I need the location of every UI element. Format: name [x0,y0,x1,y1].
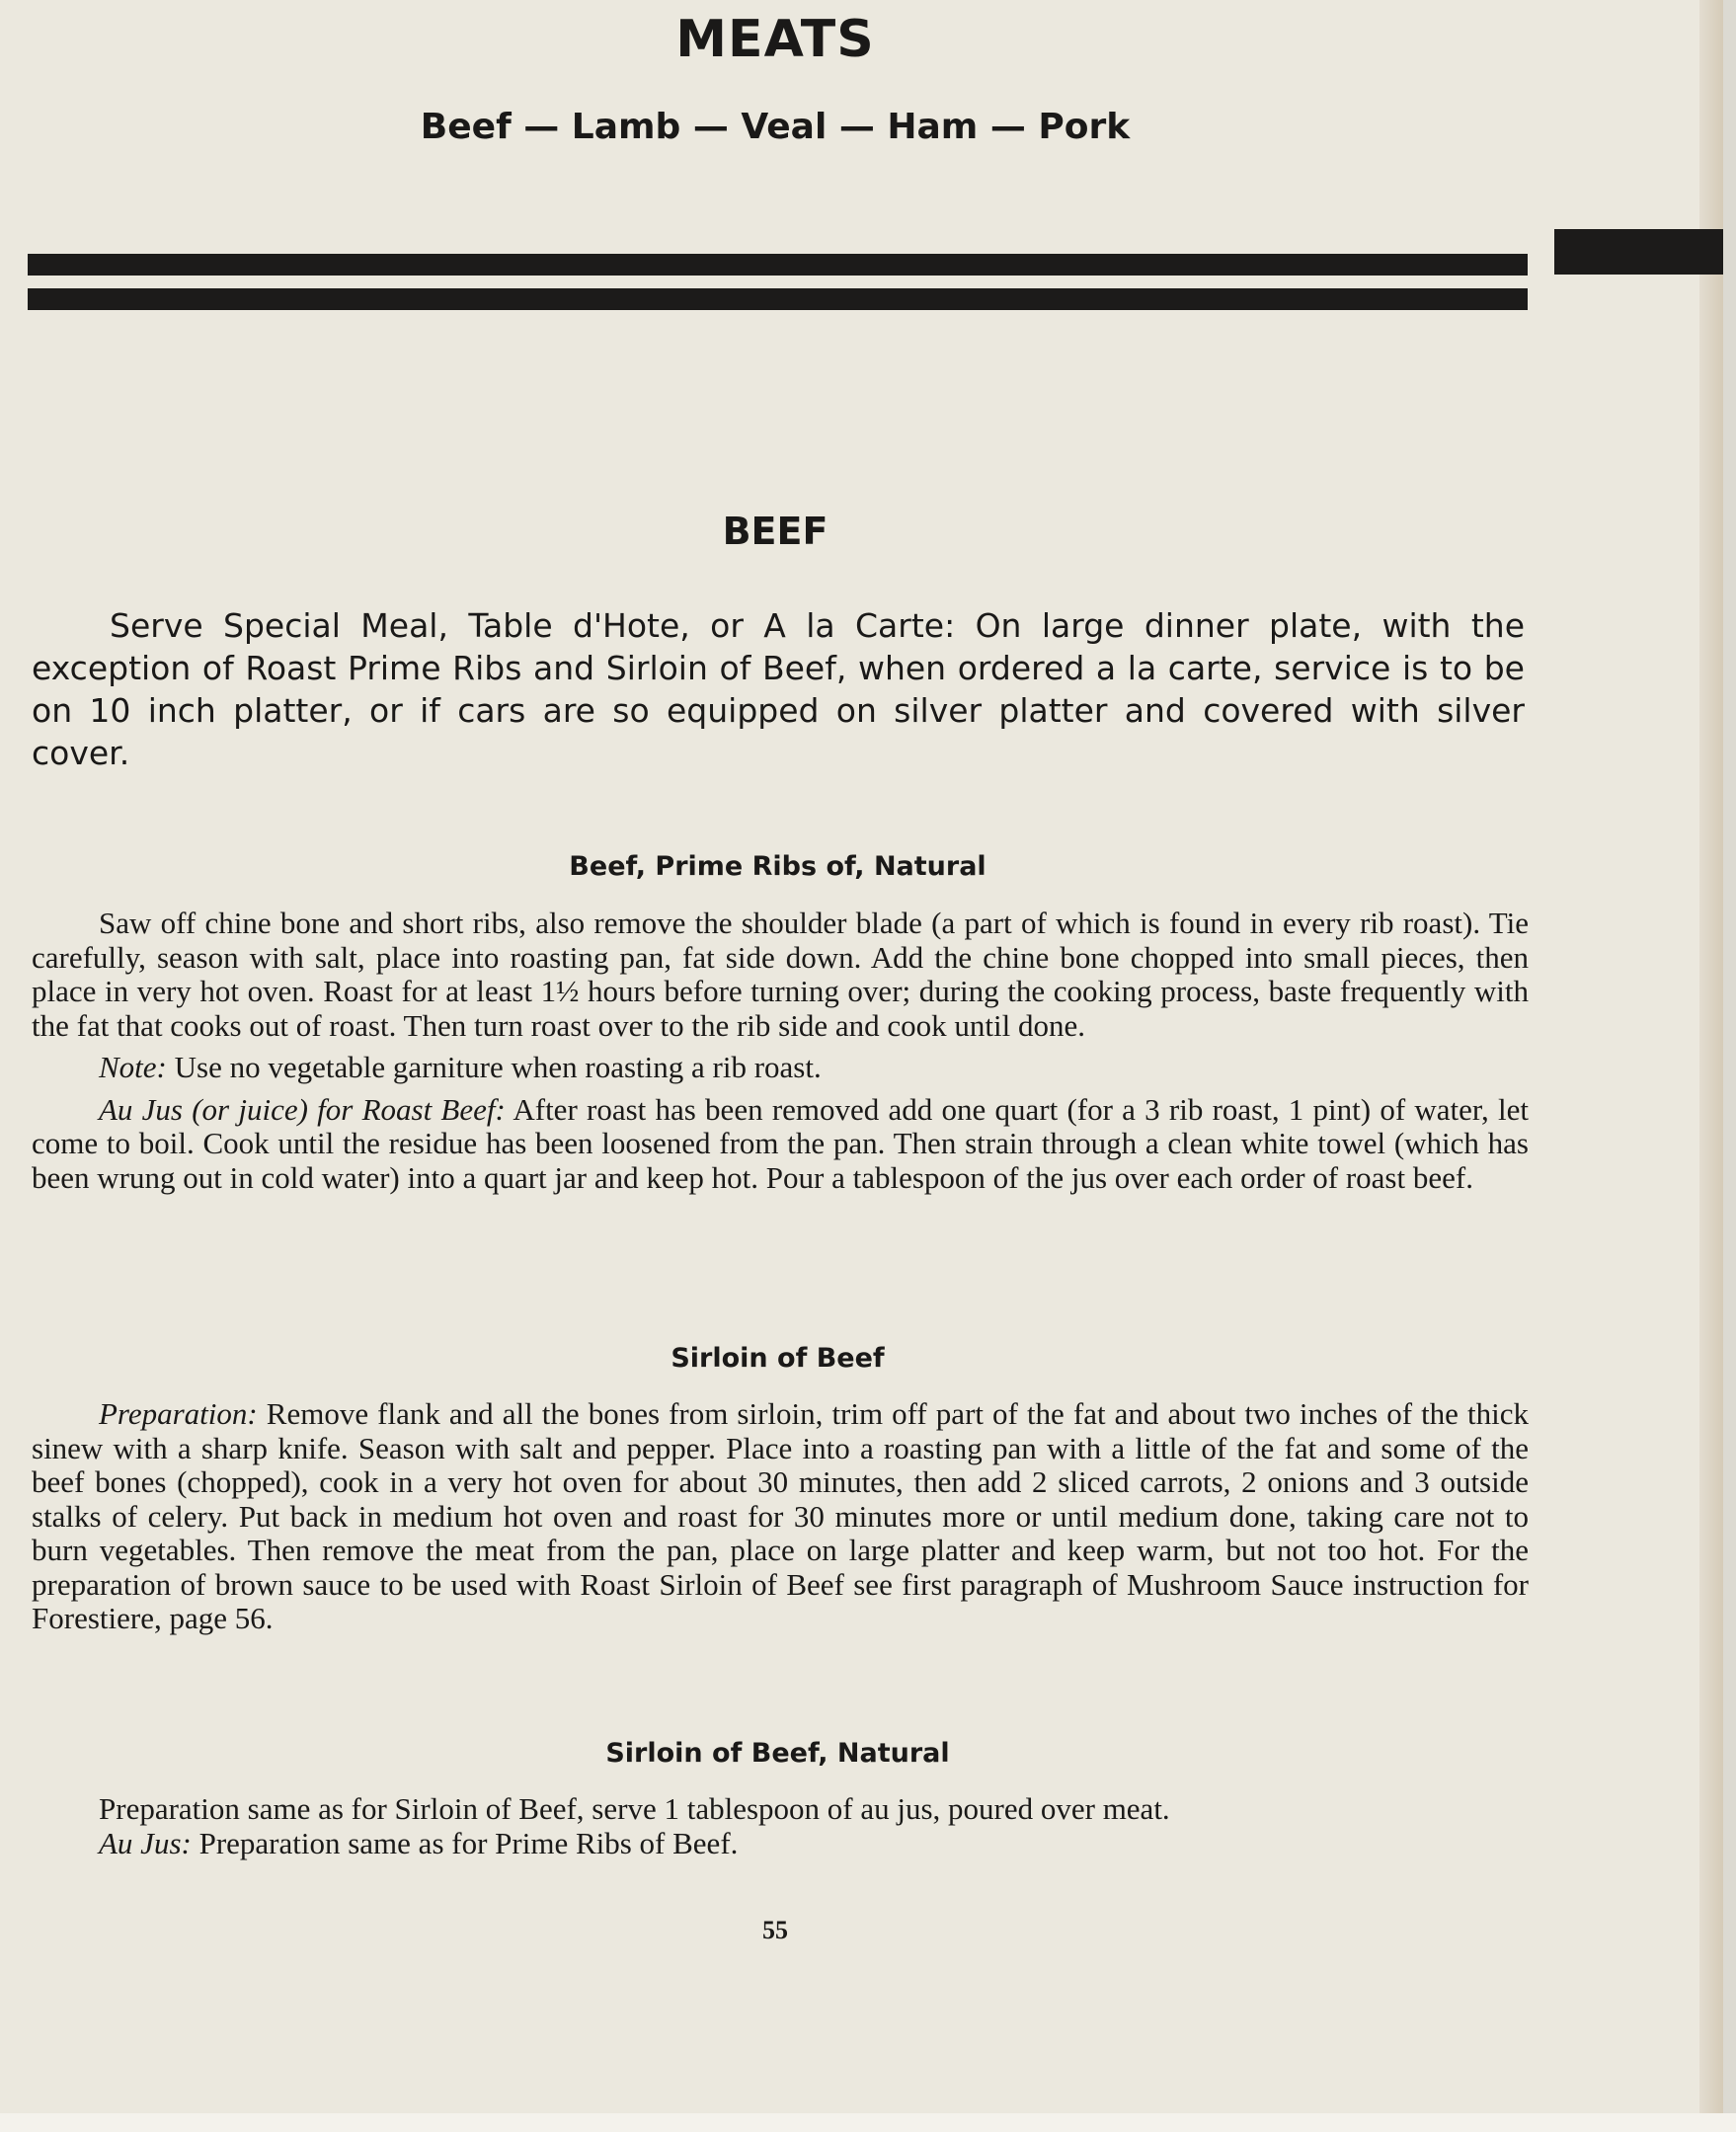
page-subtitle: Beef — Lamb — Veal — Ham — Pork [420,107,1131,147]
paragraph-lead: Au Jus (or juice) for Roast Beef: [99,1091,506,1127]
page-bottom-edge [0,2113,1736,2132]
page-title: MEATS [675,10,875,69]
paragraph-lead: Note: [99,1050,167,1084]
paragraph-text: After roast has been removed add one quart (for a 3 rib roast, 1 pint) of water, let come to boil. Cook until the residue has been loosened from the pan. Then strain through a clean white towel (which has been wrung out in cold water) into a quart jar and keep hot. Pour a tablespoon of the jus over each order of roast beef. [32,1091,1529,1195]
paragraph-text: Preparation same as for Prime Ribs of Beef. [191,1825,739,1860]
recipe-paragraph [32,1093,1529,1196]
page-edge [1699,0,1723,2113]
recipe-paragraph [32,1051,1529,1085]
paragraph-text: Saw off chine bone and short ribs, also remove the shoulder blade (a part of which is found in every rib roast). Tie carefully, season with salt, place into roasting pan, fat side down. Add the chine bone chopped into small pieces, then place in very hot oven. Roast for at least 1½ hours before turning over; during the cooking process, baste frequently with the fat that cooks out of roast. Then turn roast over to the rib side and cook until done. [32,906,1529,1043]
section-title: BEEF [722,510,829,553]
paragraph-lead: Au Jus: [99,1825,192,1860]
header-rule-bottom [28,288,1528,310]
header-rule-top [28,254,1528,276]
recipe-title: Sirloin of Beef [671,1343,885,1374]
recipe-paragraph [32,1827,1529,1861]
recipe-title: Sirloin of Beef, Natural [605,1738,950,1769]
recipe-title: Beef, Prime Ribs of, Natural [569,851,986,882]
section-intro: Serve Special Meal, Table d'Hote, or A la Carte: On large dinner plate, with the exception of Roast Prime Ribs and Sirloin of Beef, when ordered a la carte, service is to be on 10 inch platter, or if cars are so equipped on silver platter and covered with silver cover. [32,606,1525,772]
recipe-paragraph [32,1792,1529,1827]
page-number: 55 [762,1916,788,1944]
paragraph-text: Remove flank and all the bones from sirloin, trim off part of the fat and about two inches of the thick sinew with a sharp knife. Season with salt and pepper. Place into a roasting pan with a little of the fat and some of the beef bones (chopped), cook in a very hot oven for about 30 minutes, then add 2 sliced carrots, 2 onions and 3 outside stalks of celery. Put back in medium hot oven and roast for 30 minutes more or until medium done, taking care not to burn vegetables. Then remove the meat from the pan, place on large platter and keep warm, but not too hot. For the preparation of brown sauce to be used with Roast Sirloin of Beef see first paragraph of Mushroom Sauce instruction for Forestiere, page 56. [32,1396,1529,1635]
paragraph-lead: Preparation: [99,1396,258,1431]
recipe-body [32,907,1529,1203]
recipe-body [32,1397,1529,1644]
paragraph-text: Use no vegetable garniture when roasting a rib roast. [166,1050,822,1084]
thumb-index-tab [1554,229,1723,275]
paragraph-text: Preparation same as for Sirloin of Beef, serve 1 tablespoon of au jus, poured over meat. [99,1791,1170,1826]
recipe-body [32,1792,1529,1860]
recipe-paragraph [32,907,1529,1043]
recipe-paragraph [32,1397,1529,1636]
